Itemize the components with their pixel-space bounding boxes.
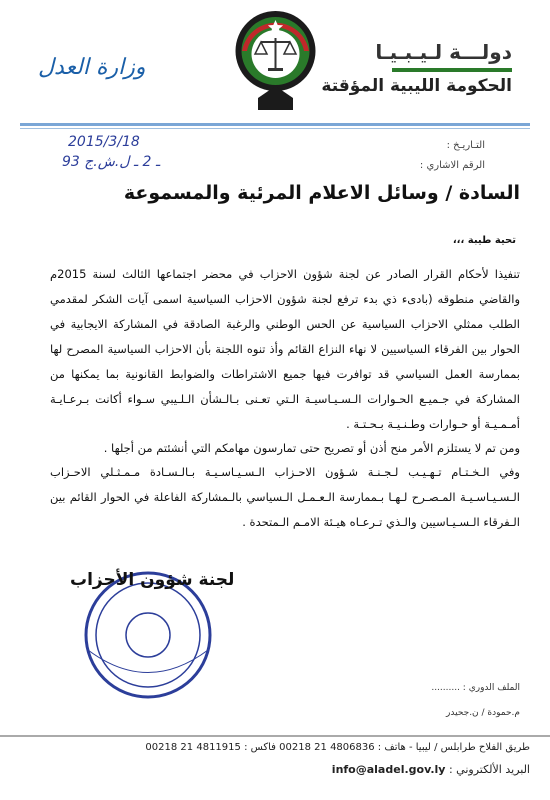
ministry-logo: وزارة العدل [38,55,146,80]
body-paragraph-1: تنفيذا لأحكام القرار الصادر عن لجنة شؤون الاحزاب في محضر اجتماعها الثالث لسنة 2015م والقاضي منطوقه (بادىء ذي بدء ترفع لجنة شؤون الاحزاب السياسية اسمى آيات الشكر لمقدمي الطلب ممثلي الاحزاب السياسية عن الحس الوطني والرغبة الصادقة في المشاركة الايجابية في الحوار بين الفرقاء السياسيين لا نهاء النزاع القائم وأذ تنوه اللجنة بأن الاحزاب السياسية المصرح لها بممارسة العمل السياسي قد توافرت فيها جميع الاشتراطات والضوابط القانونية بما يمكنها من المشاركة في جـميـع الحـوارات الـسـيـاسيـة الـتي تعـنى بـالـشأن الـلـيبي سـواء أكانت بـرعـايـة أمـمـيـة أو حـوارات وطـنـيـة بـحـتـة . [50,267,520,431]
greeting: تحية طيبة ،،، [452,235,516,246]
footer-email-row [332,763,530,776]
body-paragraph-2: ومن تم لا يستلزم الأمر منح أذن أو تصريح حتى تمارسون مهامكم التي أنشئتم من أجلها . [103,441,520,455]
footer-divider [0,735,550,737]
emblem-icon [228,6,323,116]
date-value: 2015/3/18 [68,134,140,150]
header-divider-thin [20,128,530,129]
email-label: البريد الألكتروني : [448,763,530,776]
addressee: السادة / وسائل الاعلام المرئية والمسموعة [123,182,520,204]
file-reference: الملف الدوري : .......... [431,683,520,693]
date-label: التـاريـخ : [446,140,485,151]
header-divider [20,123,530,126]
email-link[interactable]: info@aladel.gov.ly [331,763,446,776]
signature-name: لجنة شؤون الأحزاب [70,570,235,590]
copy-initials: م.حمودة / ن.جحيدر [446,708,520,718]
footer-address: طريق الفلاح طرابلس / ليبيا - هاتف : 4806836 21 00218 فاكس : 4811915 21 00218 [145,742,530,753]
body-paragraph-3: وفي الـخـتـام تـهـيـب لـجـنـة شـؤون الاحـزاب الـسـيـاسـيـة بـالـسـادة مـمـثـلي الاحـزاب الـسـيـاسـيـة المـصـرح لـهـا بـممارسة الـعـمـل الـسياسي بالـمشاركة الفاعلة في الحوار القائم بين الـفرقاء الـسـيـاسيين والـذي تـرعـاه هيـئة الامـم الـمتحدة . [50,465,520,529]
reference-value: 93 ـ 2 ـ ل.ش.ج [62,154,160,170]
country-name: دولـــة لـيـبـيـا [375,40,512,64]
header-accent-line [392,68,512,72]
government-name: الحكومة الليبية المؤقتة [321,76,512,96]
reference-label: الرقم الاشاري : [419,160,485,171]
